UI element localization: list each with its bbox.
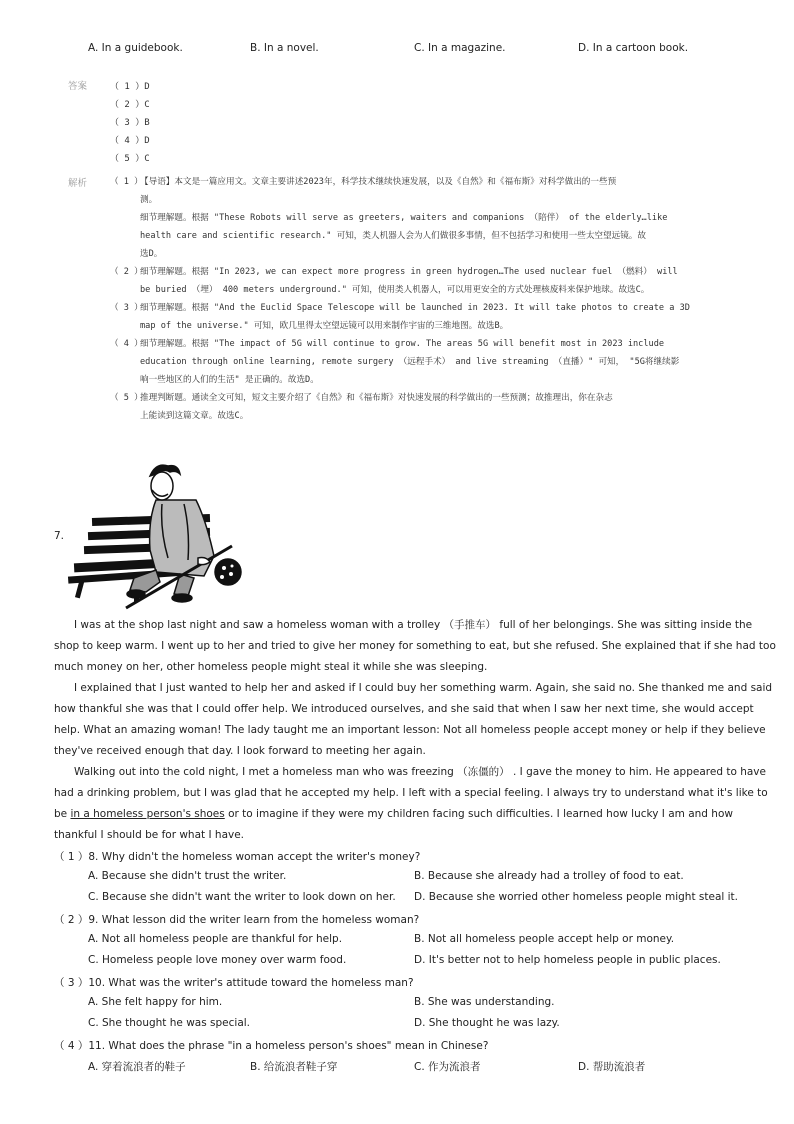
- passage-line-with-underline: [54, 804, 744, 825]
- answer-item: （ 2 ）C: [110, 100, 150, 110]
- underlined-phrase: in a homeless person's shoes: [70, 808, 225, 820]
- passage-line: they've received enough that day. I look forward to meeting her again.: [54, 745, 426, 757]
- analysis-number: （ 1 ）: [110, 177, 143, 187]
- analysis-line: education through online learning, remote surgery （远程手术） and live streaming （直播）" 可知， "5G将继续影: [140, 357, 680, 367]
- question-option: B. She was understanding.: [414, 996, 555, 1008]
- analysis-block-1: [110, 173, 740, 263]
- question-option: D. She thought he was lazy.: [414, 1017, 560, 1029]
- analysis-line: 细节理解题。根据 "In 2023, we can expect more progress in green hydrogen…The used nuclear fuel （燃料） will: [140, 267, 678, 277]
- question-stem: （ 2 ）9. What lesson did the writer learn from the homeless woman?: [54, 914, 420, 926]
- question-option: B. 给流浪者鞋子穿: [250, 1061, 338, 1073]
- passage-line: much money on her, other homeless people might steal it while she was sleeping.: [54, 661, 488, 673]
- analysis-line: 上能读到这篇文章。故选C。: [140, 411, 249, 421]
- passage-line: Walking out into the cold night, I met a homeless man who was freezing （冻僵的） . I gave the money to him. He appeared to have: [74, 766, 766, 778]
- analysis-block-4: [110, 335, 740, 389]
- question-stem: （ 4 ）11. What does the phrase "in a homeless person's shoes" mean in Chinese?: [54, 1040, 489, 1052]
- analysis-line: 细节理解题。根据 "The impact of 5G will continue to grow. The areas 5G will benefit most in 2023 include: [140, 339, 665, 349]
- passage-line-rest: or to imagine if they were my children facing such difficulties. I learned how lucky I am and how: [228, 808, 733, 820]
- analysis-line: 【导语】本文是一篇应用文。文章主要讲述2023年，科学技术继续快速发展，以及《自然》和《福布斯》对科学做出的一些预: [140, 177, 617, 187]
- question-option: D. It's better not to help homeless people in public places.: [414, 954, 721, 966]
- analysis-line: health care and scientific research." 可知，类人机器人会为人们做很多事情，但不包括学习和使用一些太空望远镜。故: [140, 231, 646, 241]
- question-number: 7.: [54, 530, 65, 542]
- analysis-line: 推理判断题。通读全文可知，短文主要介绍了《自然》和《福布斯》对快速发展的科学做出的一些预测；故推理出，你在杂志: [140, 393, 613, 403]
- analysis-block-5: [110, 389, 740, 425]
- option-c: C. In a magazine.: [414, 42, 506, 54]
- passage-line: shop to keep warm. I went up to her and tried to give her money for something to eat, but she refused. She explained that if she had too: [54, 640, 776, 652]
- question-option: A. Not all homeless people are thankful for help.: [88, 933, 343, 945]
- passage-line: thankful I should be for what I have.: [54, 829, 245, 841]
- option-a: A. In a guidebook.: [88, 42, 183, 54]
- analysis-line: 选D。: [140, 249, 163, 259]
- analysis-line: 细节理解题。根据 "These Robots will serve as greeters, waiters and companions （陪伴） of the elderly…like: [140, 213, 668, 223]
- passage-line: help. What an amazing woman! The lady taught me an important lesson: Not all homeless people accept money or help if they believe: [54, 724, 766, 736]
- homeless-man-illustration: [64, 460, 244, 610]
- analysis-label: 解析: [68, 178, 88, 189]
- answer-item: （ 3 ）B: [110, 118, 150, 128]
- analysis-line: 测。: [140, 195, 158, 205]
- passage-line: how thankful she was that I could offer help. We introduced ourselves, and she said that when I saw her next time, she would accept: [54, 703, 754, 715]
- answer-item: （ 5 ）C: [110, 154, 150, 164]
- reading-passage: [54, 615, 776, 846]
- question-option: A. Because she didn't trust the writer.: [88, 870, 287, 882]
- answer-item: （ 4 ）D: [110, 136, 150, 146]
- analysis-line: 响一些地区的人们的生活" 是正确的。故选D。: [140, 375, 319, 385]
- question-option: D. 帮助流浪者: [578, 1061, 646, 1073]
- answer-label: 答案: [68, 81, 88, 92]
- analysis-line: 细节理解题。根据 "And the Euclid Space Telescope will be launched in 2023. It will take photos to create a 3D: [140, 303, 690, 313]
- analysis-number: （ 5 ）: [110, 393, 143, 403]
- passage-line: I was at the shop last night and saw a homeless woman with a trolley （手推车） full of her belongings. She was sitting inside the: [74, 619, 753, 631]
- question-option: C. She thought he was special.: [88, 1017, 251, 1029]
- question-option: A. 穿着流浪者的鞋子: [88, 1061, 186, 1073]
- question-stem: （ 3 ）10. What was the writer's attitude toward the homeless man?: [54, 977, 414, 989]
- passage-line: had a drinking problem, but I was glad that he accepted my help. I left with a special feeling. I always try to understand what it's like to: [54, 787, 768, 799]
- passage-line: I explained that I just wanted to help her and asked if I could buy her something warm. Again, she said no. She thanked me and said: [74, 682, 773, 694]
- question-option: C. Because she didn't want the writer to look down on her.: [88, 891, 396, 903]
- analysis-number: （ 4 ）: [110, 339, 143, 349]
- analysis-number: （ 2 ）: [110, 267, 143, 277]
- analysis-number: （ 3 ）: [110, 303, 143, 313]
- question-stem: （ 1 ）8. Why didn't the homeless woman accept the writer's money?: [54, 851, 421, 863]
- question-option: A. She felt happy for him.: [88, 996, 223, 1008]
- analysis-block-2: [110, 263, 740, 299]
- question-option: C. 作为流浪者: [414, 1061, 481, 1073]
- analysis-line: be buried （埋） 400 meters underground." 可知，使用类人机器人，可以用更安全的方式处理核废料来保护地球。故选C。: [140, 285, 650, 295]
- analysis-line: map of the universe." 可知，欧几里得太空望远镜可以用来制作宇宙的三维地图。故选B。: [140, 321, 509, 331]
- answer-item: （ 1 ）D: [110, 82, 150, 92]
- option-d: D. In a cartoon book.: [578, 42, 689, 54]
- question-option: D. Because she worried other homeless people might steal it.: [414, 891, 739, 903]
- option-b: B. In a novel.: [250, 42, 319, 54]
- passage-line-prefix: be: [54, 808, 71, 820]
- analysis-block-3: [110, 299, 740, 335]
- question-option: C. Homeless people love money over warm food.: [88, 954, 347, 966]
- question-option: B. Because she already had a trolley of food to eat.: [414, 870, 684, 882]
- question-option: B. Not all homeless people accept help or money.: [414, 933, 675, 945]
